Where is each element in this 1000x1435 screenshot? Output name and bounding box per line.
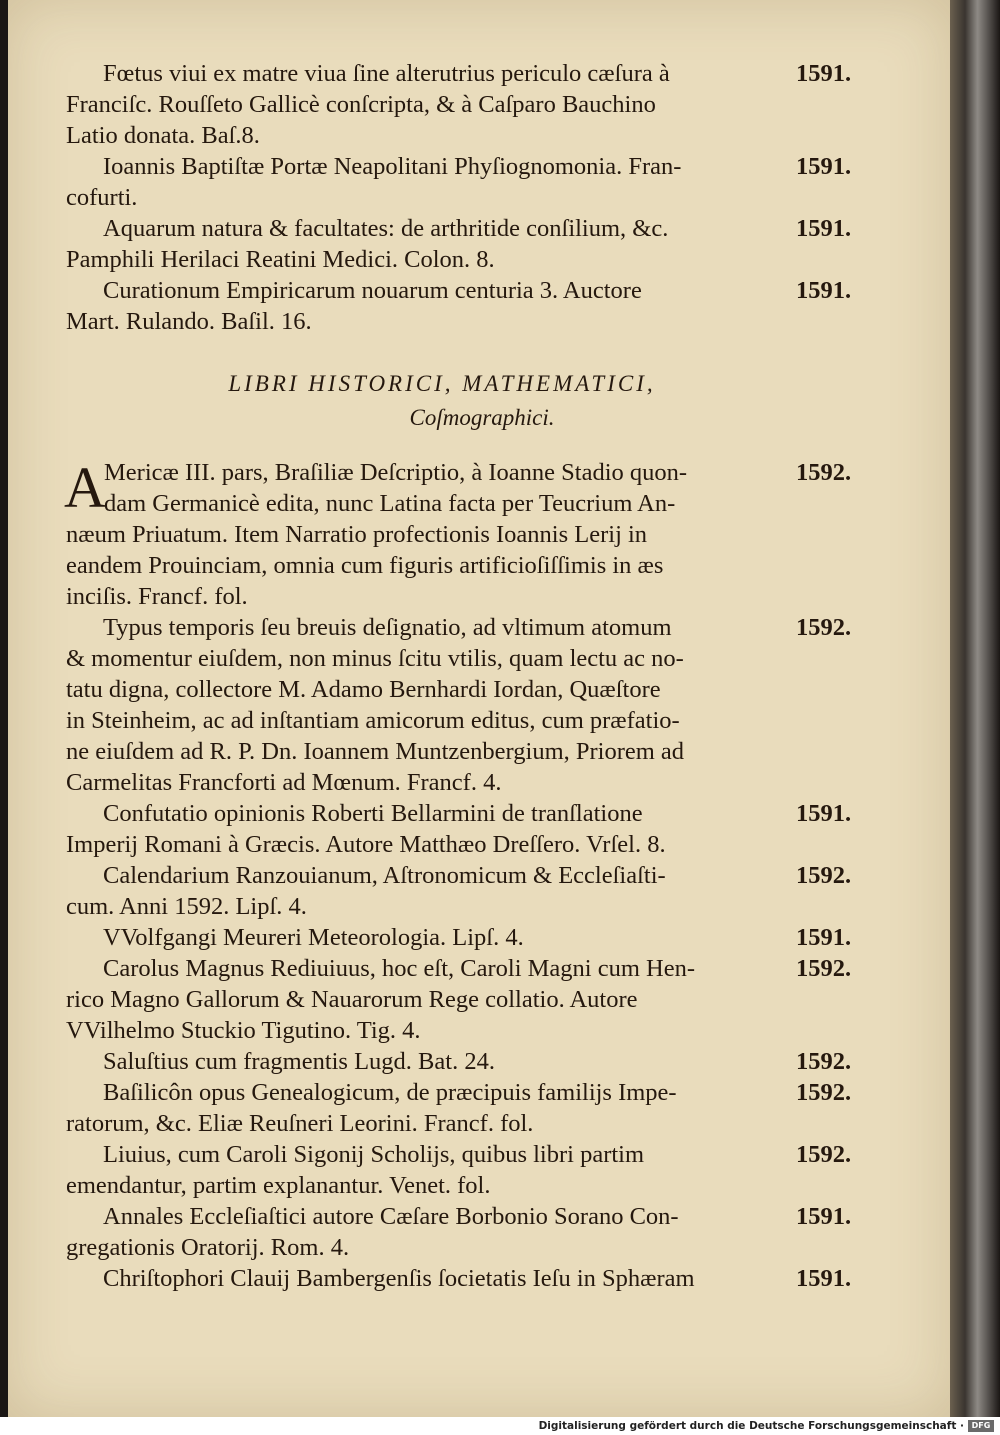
entry-line: Imperij Romani à Græcis. Autore Matthæo Dreſſero. Vrſel. 8. bbox=[66, 831, 666, 858]
entry-year: 1591. bbox=[796, 924, 852, 951]
entry-year: 1592. bbox=[796, 1048, 852, 1075]
entry-year: 1592. bbox=[796, 459, 852, 486]
entry-year: 1591. bbox=[796, 1203, 852, 1230]
entry-line: inciſis. Francf. fol. bbox=[66, 583, 248, 610]
entry-line: Mart. Rulando. Baſil. 16. bbox=[66, 308, 312, 335]
entry-line: Chriſtophori Clauij Bambergenſis ſocietatis Ieſu in Sphæram 1591. bbox=[66, 1263, 878, 1294]
page-text bbox=[66, 58, 878, 1294]
entry-line: rico Magno Gallorum & Nauarorum Rege collatio. Autore bbox=[66, 986, 638, 1013]
entry-line: eandem Prouinciam, omnia cum figuris artificioſiſſimis in æs bbox=[66, 552, 664, 579]
entry-line: Typus temporis ſeu breuis deſignatio, ad vltimum atomum 1592. bbox=[66, 612, 878, 643]
entry-line: ratorum, &c. Eliæ Reuſneri Leorini. Francf. fol. bbox=[66, 1110, 534, 1137]
entry-line: Saluſtius cum fragmentis Lugd. Bat. 24. 1592. bbox=[66, 1046, 878, 1077]
entry-line: A Mericæ III. pars, Braſiliæ Deſcriptio, à Ioanne Stadio quon- 1592. bbox=[66, 457, 878, 488]
entry-line: tatu digna, collectore M. Adamo Bernhardi Iordan, Quæſtore bbox=[66, 676, 661, 703]
entry-year: 1591. bbox=[796, 60, 852, 87]
entry-line: Fœtus viui ex matre viua ſine alterutrius periculo cæſura à 1591. bbox=[66, 58, 878, 89]
footer-text: Digitalisierung gefördert durch die Deutsche Forschungsgemeinschaft · bbox=[538, 1420, 964, 1432]
entry-line: Liuius, cum Caroli Sigonij Scholijs, quibus libri partim 1592. bbox=[66, 1139, 878, 1170]
entry-line: cofurti. bbox=[66, 184, 138, 211]
section-heading bbox=[66, 367, 878, 435]
section-title: LIBRI HISTORICI, MATHEMATICI, bbox=[228, 371, 656, 396]
entry-line: emendantur, partim explanantur. Venet. fol. bbox=[66, 1172, 491, 1199]
entry-line: & momentur eiuſdem, non minus ſcitu vtilis, quam lectu ac no- bbox=[66, 645, 684, 672]
entry-line: næum Priuatum. Item Narratio profectionis Ioannis Lerij in bbox=[66, 521, 648, 548]
book-page bbox=[8, 0, 950, 1417]
entry-year: 1592. bbox=[796, 862, 852, 889]
entry-line: Calendarium Ranzouianum, Aſtronomicum & Eccleſiaſti- 1592. bbox=[66, 860, 878, 891]
entry-line: Annales Eccleſiaſtici autore Cæſare Borbonio Sorano Con- 1591. bbox=[66, 1201, 878, 1232]
entry-year: 1591. bbox=[796, 1265, 852, 1292]
entry-year: 1592. bbox=[796, 614, 852, 641]
book-page-edge bbox=[950, 0, 1000, 1417]
entry-year: 1591. bbox=[796, 215, 852, 242]
entry-line: Carolus Magnus Rediuiuus, hoc eſt, Caroli Magni cum Hen- 1592. bbox=[66, 953, 878, 984]
entry-line: Pamphili Herilaci Reatini Medici. Colon. 8. bbox=[66, 246, 495, 273]
entry-year: 1592. bbox=[796, 1079, 852, 1106]
entry-line: ne eiuſdem ad R. P. Dn. Ioannem Muntzenbergium, Priorem ad bbox=[66, 738, 685, 765]
entry-line: VVolfgangi Meureri Meteorologia. Lipſ. 4. 1591. bbox=[66, 922, 878, 953]
entry-line: gregationis Oratorij. Rom. 4. bbox=[66, 1234, 350, 1261]
entry-line: Confutatio opinionis Roberti Bellarmini de tranſlatione 1591. bbox=[66, 798, 878, 829]
entry-year: 1591. bbox=[796, 277, 852, 304]
entry-line: Baſilicôn opus Genealogicum, de præcipuis familijs Impe- 1592. bbox=[66, 1077, 878, 1108]
entry-line: Aquarum natura & facultates: de arthritide conſilium, &c. 1591. bbox=[66, 213, 878, 244]
drop-cap: A bbox=[64, 455, 106, 520]
section-subtitle: Coſmographici. bbox=[409, 405, 555, 430]
entry-line: VVilhelmo Stuckio Tigutino. Tig. 4. bbox=[66, 1017, 421, 1044]
entry-line: dam Germanicè edita, nunc Latina facta per Teucrium An- bbox=[104, 490, 676, 517]
entry-year: 1592. bbox=[796, 1141, 852, 1168]
dfg-logo: DFG bbox=[968, 1420, 994, 1432]
entry-year: 1591. bbox=[796, 153, 852, 180]
digitization-footer bbox=[0, 1417, 1000, 1435]
entry-line: Curationum Empiricarum nouarum centuria 3. Auctore 1591. bbox=[66, 275, 878, 306]
entry-line: Latio donata. Baſ.8. bbox=[66, 122, 260, 149]
entry-line: Ioannis Baptiſtæ Portæ Neapolitani Phyſiognomonia. Fran- 1591. bbox=[66, 151, 878, 182]
entry-year: 1592. bbox=[796, 955, 852, 982]
entry-line: cum. Anni 1592. Lipſ. 4. bbox=[66, 893, 307, 920]
entry-line: Carmelitas Francforti ad Mœnum. Francf. 4. bbox=[66, 769, 502, 796]
entry-line: Franciſc. Rouſſeto Gallicè conſcripta, & à Caſparo Bauchino bbox=[66, 91, 656, 118]
entry-line: in Steinheim, ac ad inſtantiam amicorum editus, cum præfatio- bbox=[66, 707, 680, 734]
entry-year: 1591. bbox=[796, 800, 852, 827]
